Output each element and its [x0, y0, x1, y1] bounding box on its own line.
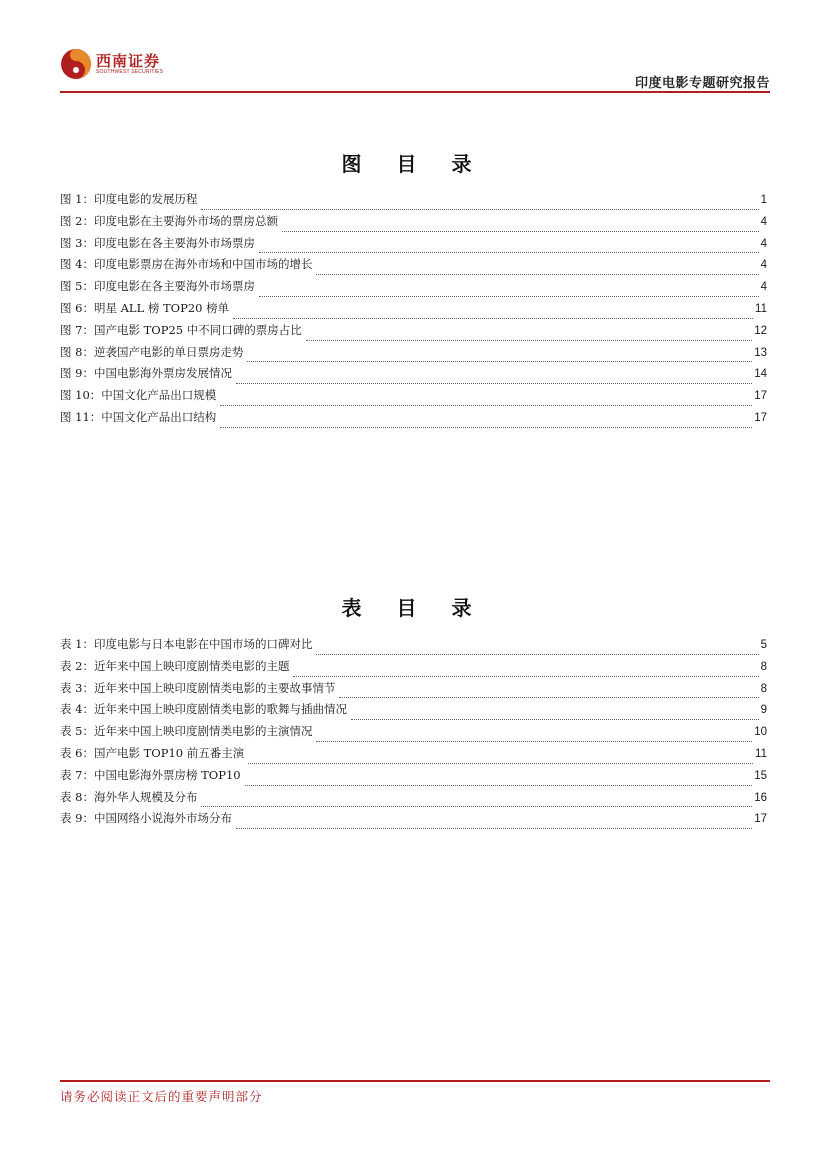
toc-entry-page: 4	[760, 259, 767, 272]
logo-emblem-icon	[60, 48, 92, 80]
toc-dot-leader	[351, 719, 759, 720]
toc-dot-leader	[316, 654, 758, 655]
toc-entry-label: 表 8：海外华人规模及分布	[60, 789, 198, 804]
toc-entry-page: 12	[754, 324, 767, 337]
toc-dot-leader	[259, 252, 759, 253]
toc-entry-page: 17	[754, 411, 767, 424]
toc-entry-label: 表 3：近年来中国上映印度剧情类电影的主要故事情节	[60, 680, 336, 695]
toc-dot-leader	[316, 741, 752, 742]
footer-divider	[60, 1080, 770, 1082]
toc-entry-page: 9	[760, 704, 767, 717]
toc-entry[interactable]	[60, 658, 767, 680]
toc-entry-page: 11	[755, 747, 767, 760]
toc-entry-page: 10	[754, 726, 767, 739]
toc-entry[interactable]	[60, 235, 767, 257]
toc-entry-page: 8	[760, 660, 767, 673]
toc-entry-label: 表 4：近年来中国上映印度剧情类电影的歌舞与插曲情况	[60, 702, 347, 717]
toc-entry-page: 5	[760, 639, 767, 651]
toc-entry-label: 表 9：中国网络小说海外市场分布	[60, 811, 232, 826]
toc-dot-leader	[236, 828, 752, 829]
header-divider	[60, 91, 770, 93]
toc-entry-label: 图 4：印度电影票房在海外市场和中国市场的增长	[60, 257, 313, 272]
toc-dot-leader	[236, 383, 752, 384]
logo-name-en: SOUTHWEST SECURITIES	[96, 68, 164, 75]
toc-entry-page: 13	[754, 346, 767, 359]
toc-entry-label: 表 7：中国电影海外票房榜 TOP10	[60, 767, 241, 782]
toc-dot-leader	[245, 785, 753, 786]
toc-entry-page: 4	[760, 281, 767, 294]
toc-entry[interactable]	[60, 387, 767, 409]
page-header	[60, 48, 770, 92]
toc-entry[interactable]	[60, 322, 767, 344]
toc-entry-page: 16	[754, 791, 767, 804]
toc-entry[interactable]	[60, 636, 767, 658]
toc-entry[interactable]	[60, 365, 767, 387]
toc-dot-leader	[282, 231, 759, 232]
toc-entry[interactable]	[60, 789, 767, 811]
toc-entry-label: 图 1：印度电影的发展历程	[60, 192, 198, 206]
toc-dot-leader	[306, 340, 752, 341]
toc-entry-page: 4	[760, 237, 767, 250]
company-logo	[60, 48, 163, 80]
toc-entry-label: 图 7：国产电影 TOP25 中不同口碑的票房占比	[60, 322, 302, 337]
toc-entry-page: 4	[760, 215, 767, 228]
toc-entry[interactable]	[60, 278, 767, 300]
toc-entry[interactable]	[60, 810, 767, 832]
toc-dot-leader	[339, 697, 758, 698]
toc-entry[interactable]	[60, 680, 767, 702]
toc-dot-leader	[248, 763, 753, 764]
toc-entry-page: 17	[754, 390, 767, 403]
toc-dot-leader	[316, 274, 758, 275]
tables-toc-list	[60, 636, 767, 832]
toc-entry[interactable]	[60, 191, 767, 213]
toc-dot-leader	[293, 676, 758, 677]
toc-entry-label: 图 11：中国文化产品出口结构	[60, 409, 217, 424]
toc-entry-label: 图 10：中国文化产品出口规模	[60, 388, 217, 403]
report-title: 印度电影专题研究报告	[634, 76, 770, 91]
toc-entry-page: 11	[755, 302, 767, 315]
toc-entry-label: 表 1：印度电影与日本电影在中国市场的口碑对比	[60, 637, 313, 651]
toc-entry[interactable]	[60, 701, 767, 723]
toc-dot-leader	[233, 318, 753, 319]
toc-entry-page: 8	[760, 682, 767, 695]
toc-entry[interactable]	[60, 213, 767, 235]
toc-entry-label: 图 5：印度电影在各主要海外市场票房	[60, 279, 255, 294]
tables-toc-title: 表 目 录	[341, 596, 486, 620]
toc-dot-leader	[247, 361, 752, 362]
toc-entry-page: 1	[760, 194, 767, 206]
toc-entry-page: 17	[754, 813, 767, 826]
toc-dot-leader	[201, 209, 758, 210]
toc-entry[interactable]	[60, 409, 767, 431]
toc-entry[interactable]	[60, 745, 767, 767]
toc-entry-label: 表 6：国产电影 TOP10 前五番主演	[60, 745, 245, 760]
figures-toc-title: 图 目 录	[341, 152, 486, 176]
toc-entry[interactable]	[60, 256, 767, 278]
toc-entry[interactable]	[60, 300, 767, 322]
logo-name-cn: 西南证券	[96, 51, 161, 70]
footer-disclaimer: 请务必阅读正文后的重要声明部分	[60, 1089, 263, 1104]
toc-entry[interactable]	[60, 344, 767, 366]
figures-toc-list	[60, 191, 767, 431]
toc-entry-label: 图 6：明星 ALL 榜 TOP20 榜单	[60, 300, 230, 315]
toc-entry-label: 表 5：近年来中国上映印度剧情类电影的主演情况	[60, 724, 313, 739]
toc-dot-leader	[220, 405, 752, 406]
toc-entry-label: 图 2：印度电影在主要海外市场的票房总额	[60, 213, 278, 228]
toc-entry-page: 14	[754, 368, 767, 381]
toc-entry-label: 图 3：印度电影在各主要海外市场票房	[60, 235, 255, 250]
toc-dot-leader	[201, 806, 752, 807]
toc-entry-label: 图 8：逆袭国产电影的单日票房走势	[60, 344, 244, 359]
toc-dot-leader	[220, 427, 752, 428]
toc-entry[interactable]	[60, 723, 767, 745]
toc-dot-leader	[259, 296, 759, 297]
toc-entry-page: 15	[754, 769, 767, 782]
toc-entry[interactable]	[60, 767, 767, 789]
toc-entry-label: 图 9：中国电影海外票房发展情况	[60, 366, 232, 381]
toc-entry-label: 表 2：近年来中国上映印度剧情类电影的主题	[60, 658, 290, 673]
